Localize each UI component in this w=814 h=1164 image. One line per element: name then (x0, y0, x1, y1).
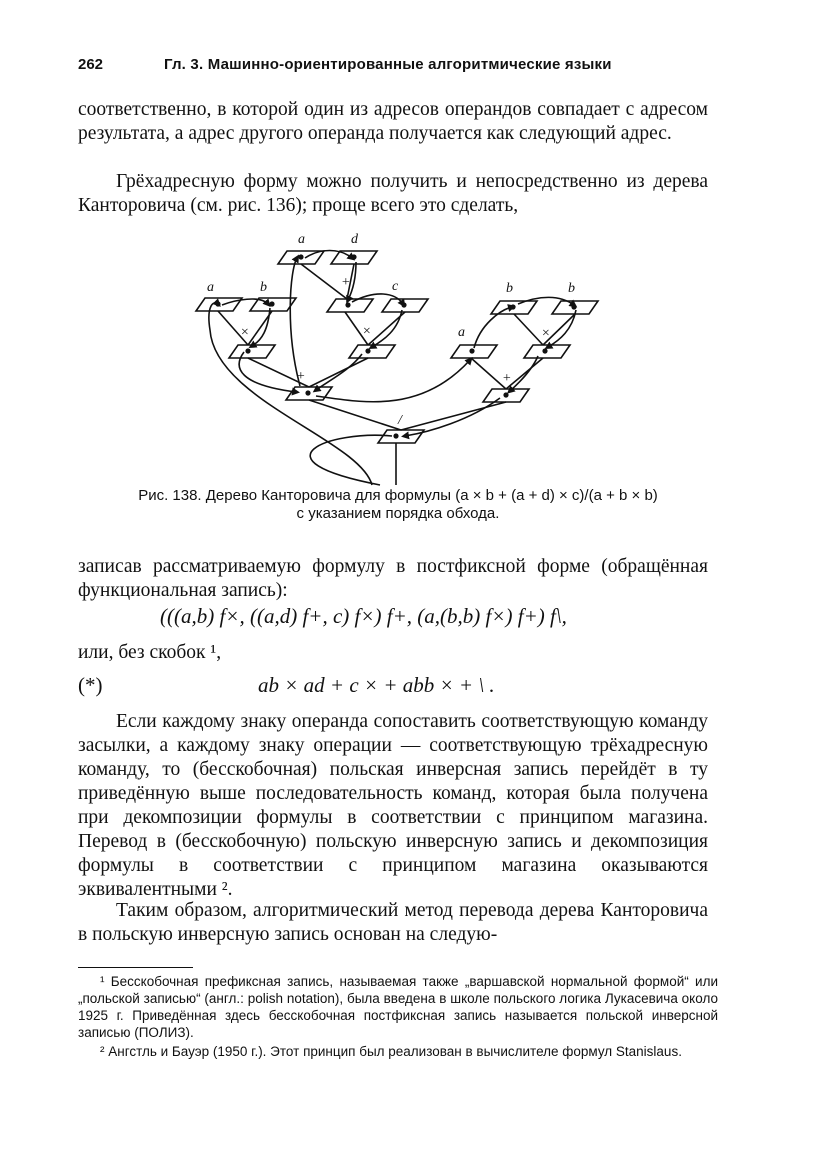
formula-star-label: (*) (78, 673, 103, 697)
paragraph-3: записав рассматриваемую формулу в постфиксной форме (обращённая функциональная запись): (78, 556, 708, 601)
paragraph-4: или, без скобок ¹, (78, 642, 222, 663)
op-label-times-2: × (362, 324, 372, 339)
page-number: 262 (78, 56, 104, 73)
footnote-rule (78, 967, 193, 968)
leaf-label-a-left: a (207, 280, 214, 295)
op-label-times-3: × (541, 326, 551, 341)
footnote-2: ² Ангстль и Бауэр (1950 г.). Этот принцип был реализован в вычислителе формул Stanislaus. (100, 1044, 682, 1059)
leaf-label-c: c (392, 279, 399, 294)
formula-postfix-bracketed: (((a,b) f×, ((a,d) f+, c) f×) f+, (a,(b,b) f×) f+) f\, (160, 604, 567, 628)
paragraph-2: Грёхадресную форму можно получить и непосредственно из дерева Канторовича (см. рис. 136); проще всего это сделать, (78, 171, 708, 216)
footnote-1: ¹ Бесскобочная префиксная запись, называемая также „варшавской нормальной формой“ или „польской записью“ (англ.: polish notation), была введена в школе польского логика Лукасевича около 1925 г. Приведённая здесь бесскобочная постфиксная запись называется польской инверсной записью (ПОЛИЗ). (78, 974, 718, 1040)
running-title: Гл. 3. Машинно-ориентированные алгоритмические языки (164, 56, 612, 73)
caption-line-2: с указанием порядка обхода. (296, 505, 500, 522)
op-label-times-1: × (240, 325, 250, 340)
leaf-label-a-top: a (298, 232, 305, 247)
leaf-label-d-top: d (351, 232, 358, 247)
paragraph-1: соответственно, в которой один из адресов операндов совпадает с адресом результата, а адрес другого операнда получается как следующий адрес. (78, 99, 708, 144)
op-label-plus-3: + (502, 371, 512, 386)
caption-line-1: Рис. 138. Дерево Канторовича для формулы (a × b + (a + d) × c)/(a + b × b) (138, 487, 658, 504)
leaf-label-b-left: b (260, 280, 267, 295)
leaf-label-a-right: a (458, 325, 465, 340)
op-label-plus-2: + (296, 369, 306, 384)
node-divide (378, 430, 424, 443)
node-times-1 (229, 345, 275, 358)
paragraph-6: Таким образом, алгоритмический метод перевода дерева Канторовича в польскую инверсную запись основан на следую- (78, 900, 708, 945)
op-label-divide: / (398, 413, 402, 428)
leaf-label-b-r1: b (506, 281, 513, 296)
figure-caption (78, 487, 718, 523)
op-label-plus-1: + (341, 275, 351, 290)
paragraph-5: Если каждому знаку операнда сопоставить соответствующую команду засылки, а каждому знаку операции — соответствующую трёхадресную команду, то (бесскобочная) польская инверсная запись перейдёт в ту приведённую выше последовательность команд, которая была получена при декомпозиции формулы в соответствии с принципом магазина. Перевод в (бесскобочную) польскую инверсную запись и декомпозиция формулы в соответствии с принципом магазина оказываются эквивалентными ². (78, 711, 708, 900)
formula-postfix-plain: ab × ad + c × + abb × + \ . (258, 673, 495, 697)
leaf-label-b-r2: b (568, 281, 575, 296)
